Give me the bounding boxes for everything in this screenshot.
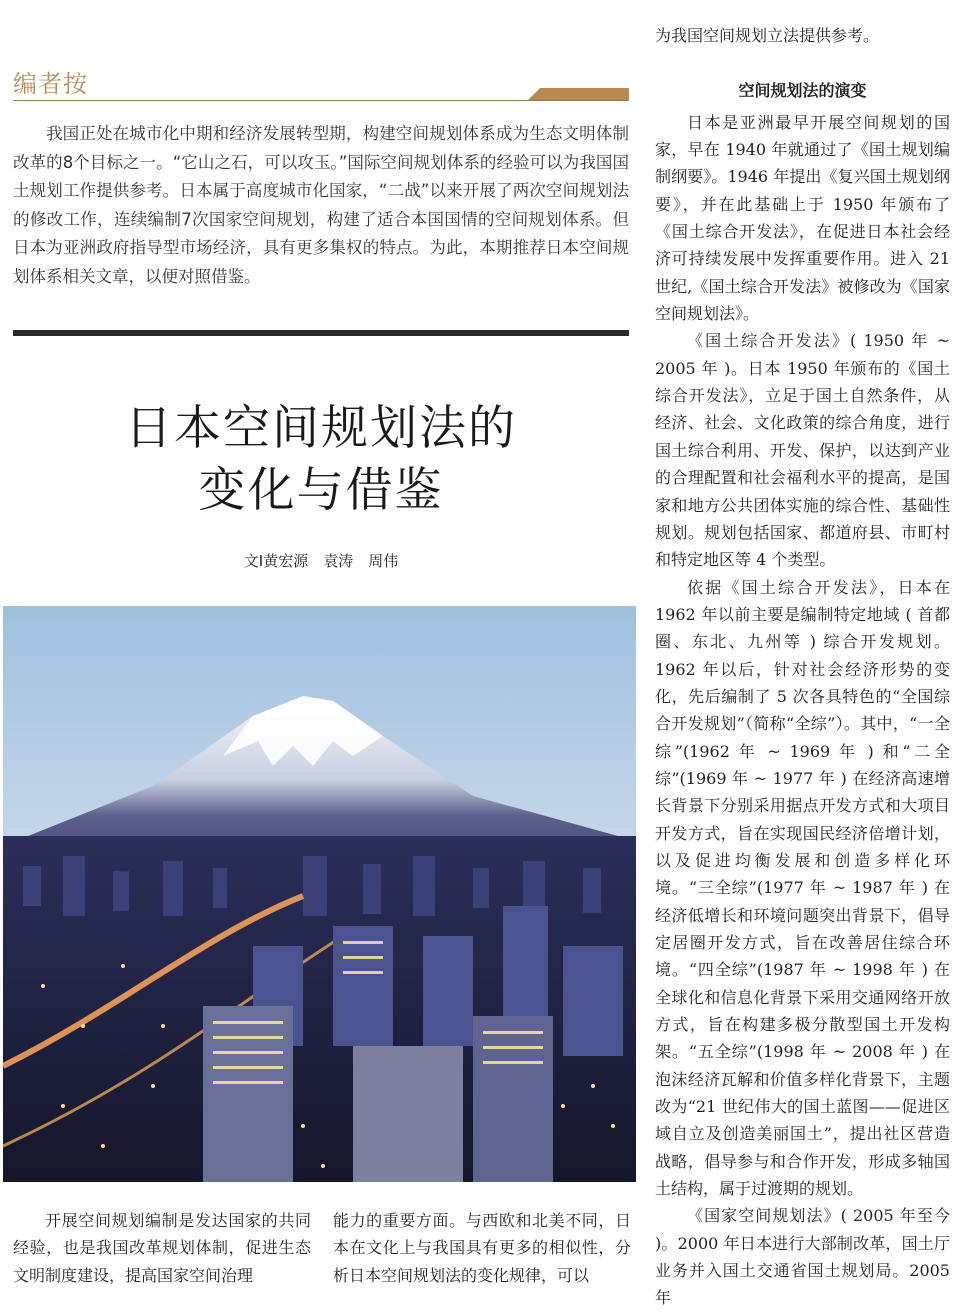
article-photo bbox=[3, 606, 636, 1182]
header-rule bbox=[13, 100, 629, 101]
section-divider bbox=[13, 330, 629, 336]
article-title-line2: 变化与借鉴 bbox=[198, 463, 444, 518]
editor-note-body: 我国正处在城市化中期和经济发展转型期，构建空间规划体系成为生态文明体制改革的8个目标之一。“它山之石，可以攻玉。”国际空间规划体系的经验可以为我国国土规划工作提供参考。日本属于高度城市化国家，“二战”以来开展了两次空间规划法的修改工作，连续编制7次国家空间规划，构建了适合本国国情的空间规划体系。但日本为亚洲政府指导型市场经济，具有更多集权的特点。为此，本期推荐日本空间规划体系相关文章，以便对照借鉴。 bbox=[13, 124, 629, 286]
body-paragraph-continued: 为我国空间规划立法提供参考。 bbox=[655, 26, 880, 45]
article-title-line1: 日本空间规划法的 bbox=[125, 401, 517, 456]
article-title bbox=[13, 398, 629, 522]
editor-note-label: 编者按 bbox=[13, 70, 88, 98]
body-paragraph: 日本是亚洲最早开展空间规划的国家，早在 1940 年就通过了《国土规划编制纲要》。1946 年提出《复兴国土规划纲要》，并在此基础上于 1950 年颁布了《国土综合开发法》，在促进日本社会经济可持续发展中发挥重要作用。进入 21 世纪,《国土综合开发法》被修改为《国家空间规划法》。 bbox=[655, 112, 950, 324]
body-paragraph: 开展空间规划编制是发达国家的共同经验，也是我国改革规划体制，促进生态文明制度建设，提高国家空间治理 bbox=[13, 1211, 311, 1285]
fuji-city-illustration bbox=[3, 606, 636, 1182]
article-byline: 文Ⅰ黄宏源 袁涛 周伟 bbox=[243, 552, 399, 570]
section-heading: 空间规划法的演变 bbox=[738, 81, 867, 101]
body-paragraph: 《国土综合开发法》( 1950 年 ~ 2005 年 )。日本 1950 年颁布的《国土综合开发法》，立足于国土自然条件，从经济、社会、文化政策的综合角度，进行国土综合利用、开发、保护，以达到产业的合理配置和社会福利水平的提高，是国家和地方公共团体实施的综合性、基础性规划。规划包括国家、都道府县、市町村和特定地区等 4 个类型。 bbox=[655, 331, 950, 570]
body-column-middle bbox=[333, 1207, 631, 1289]
body-column-left bbox=[13, 1207, 311, 1289]
body-column-right bbox=[655, 22, 950, 1312]
header-accent-bar bbox=[528, 88, 629, 100]
body-paragraph: 能力的重要方面。与西欧和北美不同，日本在文化上与我国具有更多的相似性，分析日本空间规划法的变化规律，可以 bbox=[333, 1211, 631, 1285]
body-paragraph: 依据《国土综合开发法》，日本在 1962 年以前主要是编制特定地域 ( 首都圈、东北、九州等 ) 综合开发规划。1962 年以后，针对社会经济形势的变化，先后编制了 5 次各具特色的“全国综合开发规划”（简称“全综”）。其中，“一全综”(1962 年 ~ 1969 年 ) 和“二全综”(1969 年 ~ 1977 年 ) 在经济高速增长背景下分别采用据点开发方式和大项目开发方式，旨在实现国民经济倍增计划，以及促进均衡发展和创造多样化环境。“三全综”(1977 年 ~ 1987 年 ) 在经济低增长和环境问题突出背景下，倡导定居圈开发方式，旨在改善居住综合环境。“四全综”(1987 年 ~ 1998 年 ) 在全球化和信息化背景下采用交通网络开放方式，旨在构建多极分散型国土开发构架。“五全综”(1998 年 ~ 2008 年 ) 在泡沫经济瓦解和价值多样化背景下，主题改为“21 世纪伟大的国土蓝图——促进区域自立及创造美丽国土”，提出社区营造战略，倡导参与和合作开发，形成多轴国土结构，属于过渡期的规划。 bbox=[655, 577, 950, 1199]
body-paragraph: 《国家空间规划法》( 2005 年至今 )。2000 年日本进行大部制改革，国土厅业务并入国土交通省国土规划局。2005 年 bbox=[655, 1206, 950, 1308]
